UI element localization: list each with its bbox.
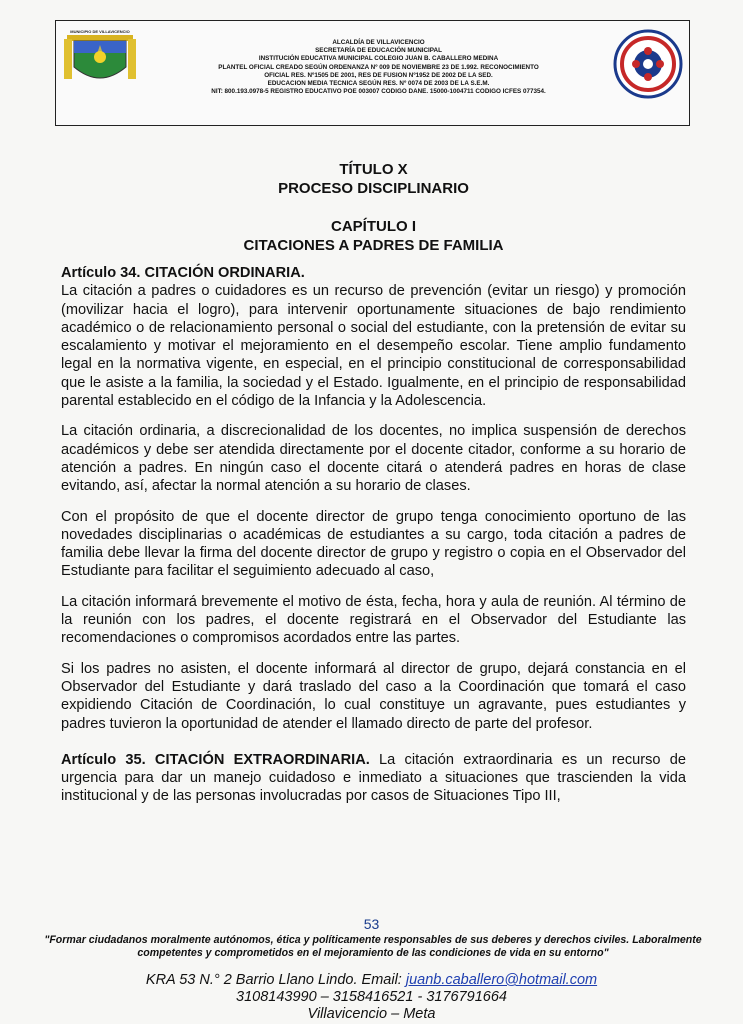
header-line: NIT: 800.193.0978-5 REGISTRO EDUCATIVO POE 003007 CODIGO DANE. 15000-1004711 CODIGO ICFES 077354. (211, 88, 546, 96)
contact-info (0, 972, 743, 1023)
paragraph: La citación informará brevemente el motivo de ésta, fecha, hora y aula de reunión. Al término de la reunión con los padres, el docente registrará en el Observador del Estudiante las recomendaciones o compromisos acordados entre las partes. (61, 593, 686, 647)
header-line: ALCALDÍA DE VILLAVICENCIO (332, 39, 425, 46)
svg-text:MUNICIPIO DE VILLAVICENCIO: MUNICIPIO DE VILLAVICENCIO (70, 29, 130, 34)
header-line: SECRETARÍA DE EDUCACIÓN MUNICIPAL (315, 47, 442, 55)
institution-header (55, 20, 690, 126)
municipal-crest-logo (62, 27, 138, 89)
header-line: INSTITUCIÓN EDUCATIVA MUNICIPAL COLEGIO JUAN B. CABALLERO MEDINA (258, 55, 499, 63)
phone-numbers: 3108143990 – 3158416521 - 3176791664 (236, 989, 507, 1005)
address-line (0, 972, 743, 989)
chapter-name: CITACIONES A PADRES DE FAMILIA (243, 237, 504, 254)
article-34-heading: Artículo 34. CITACIÓN ORDINARIA. (61, 265, 305, 281)
article-35-heading: Artículo 35. CITACIÓN EXTRAORDINARIA. (61, 751, 370, 768)
email-link[interactable]: juanb.caballero@hotmail.com (405, 972, 598, 988)
paragraph: La citación ordinaria, a discrecionalidad de los docentes, no implica suspensión de derechos académicos y debe ser atendida directamente por el docente citador, conforme a su horario de atención a padres. En ningún caso el docente citará o atenderá padres en horas de clase evitando, así, afectar la normal atención a su horario de clases. (61, 423, 686, 495)
title-name: PROCESO DISCIPLINARIO (278, 180, 469, 197)
article-35-text: La citación extraordinaria es un recurso de urgencia para dar un manejo cuidadoso e inmediato a situaciones que trascienden la vida institucional y de las personas involucradas por casos de Situaciones Tipo III, (61, 751, 686, 805)
document-body (61, 160, 686, 806)
paragraph: Con el propósito de que el docente director de grupo tenga conocimiento oportuno de las novedades disciplinarias o académicas de estudiantes a su cargo, toda citación a padres de familia debe llevar la firma del docente director de grupo y registro o copia en el Observador del Estudiante para facilitar el seguimiento adecuado al caso, (61, 508, 686, 580)
header-text (148, 39, 609, 96)
header-line: PLANTEL OFICIAL CREADO SEGÚN ORDENANZA Nº 009 DE NOVIEMBRE 23 DE 1.992. RECONOCIMIENTO (218, 63, 539, 71)
header-line: EDUCACION MEDIA TECNICA SEGÚN RES. Nº 0074 DE 2003 DE LA S.E.M. (267, 80, 490, 88)
chapter-number: CAPÍTULO I (331, 218, 416, 235)
institution-motto: "Formar ciudadanos moralmente autónomos, ética y políticamente responsables de sus deberes y derechos civiles. Laboralmente competentes y comprometidos en el mejoramiento de las condiciones de vida en su entorno" (44, 934, 702, 959)
paragraph: La citación a padres o cuidadores es un recurso de prevención (evitar un riesgo) y promoción (movilizar hacia el logro), para intervenir oportunamente situaciones de bajo rendimiento académico o de relacionamiento personal o social del estudiante, con la pretensión de evitar su escalamiento y motivar el mejoramiento en el desempeño escolar. Tiene amplio fundamento legal en la normativa vigente, en especial, en el principio constitucional de corresponsabilidad que le asiste a la familia, la sociedad y el Estado. Igualmente, en el principio de responsabilidad parental establecido en el código de la Infancia y la Adolescencia. (61, 283, 686, 410)
paragraph: Si los padres no asisten, el docente informará al director de grupo, dejará constancia en el Observador del Estudiante y dará traslado del caso a la Coordinación que tomará el caso expidiendo Citación de Coordinación, lo cual constituye un agravante, pues estudiantes y padres tuvieron la oportunidad de atender el llamado directo de parte del profesor. (61, 660, 686, 732)
title-number: TÍTULO X (339, 161, 408, 178)
address-text: KRA 53 N.° 2 Barrio Llano Lindo. Email: (145, 972, 406, 988)
school-logo (613, 29, 683, 99)
page-number: 53 (363, 916, 380, 932)
header-line: OFICIAL RES. Nº1505 DE 2001, RES DE FUSION Nº1952 DE 2002 DE LA SED. (264, 71, 493, 79)
article-35-paragraph (61, 751, 686, 806)
city-line: Villavicencio – Meta (307, 1006, 436, 1022)
